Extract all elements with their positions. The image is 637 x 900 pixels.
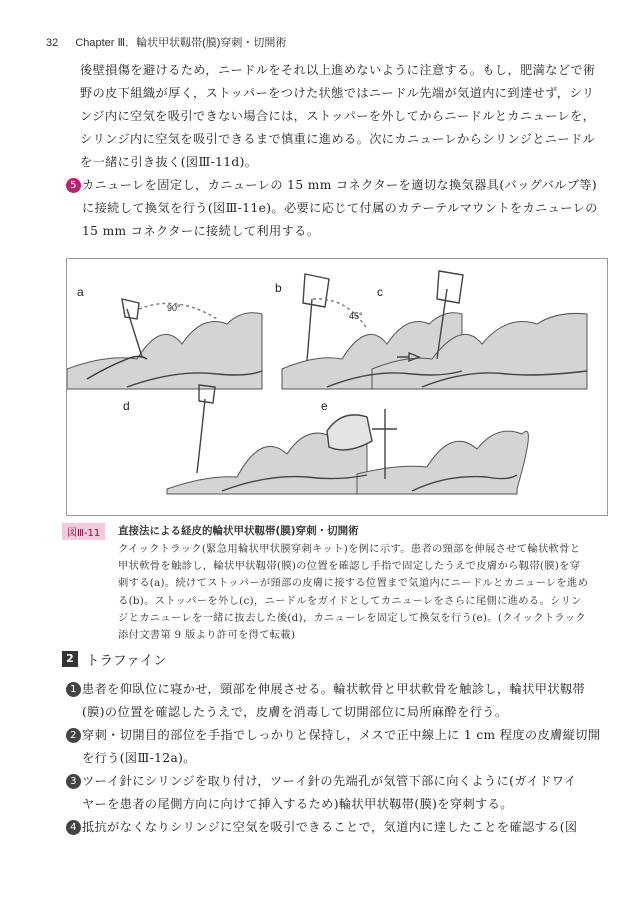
text-line: に接続して換気を行う(図Ⅲ-11e)。必要に応じて付属のカテーテルマウントをカニューレの [82,201,598,215]
section-title: トラファイン [86,653,167,669]
running-header [46,34,286,50]
text-line: ヤーを患者の尾側方向に向けて挿入するため)輪状甲状靱帯(膜)を穿刺する。 [82,797,513,811]
figure-caption [118,541,588,644]
step-marker: 5 [66,178,81,193]
text-line: 15 mm コネクターに接続して利用する。 [82,224,320,238]
figure-box [66,258,608,516]
angle-label-90: 90° [167,303,181,313]
caption-line: 刺する(a)。続けてストッパーが頸部の皮膚に接する位置まで気道内にニードルとカニューレを進め [118,577,589,590]
text-line: ツーイ針にシリンジを取り付け，ツーイ針の先端孔が気管下部に向くように(ガイドワイ [82,774,577,788]
caption-line: 甲状軟骨を触診し，輪状甲状靱帯(膜)の位置を確認し手指で固定したうえで皮膚から靱帯(膜)を穿 [118,560,581,573]
caption-line: クイックトラック(緊急用輪状甲状膜穿刺キット)を例に示す。患者の頸部を伸展させて輪状軟骨と [118,543,581,555]
procedure-illustration [67,259,607,515]
text-line: 抵抗がなくなりシリンジに空気を吸引できることで，気道内に達したことを確認する(図 [82,820,578,834]
figure-title: 直接法による経皮的輪状甲状靱帯(膜)穿刺・切開術 [118,525,359,537]
text-line: を行う(図Ⅲ-12a)。 [82,751,196,765]
angle-label-45: 45° [349,311,363,321]
text-line: を一緒に引き抜く(図Ⅲ-11d)。 [80,155,258,169]
step-5-paragraph [66,174,598,243]
caption-line: る(b)。ストッパーを外し(c)，ニードルをガイドとしてカニューレをさらに尾側に進める。シリン [118,594,582,607]
text-line: 後壁損傷を避けるため，ニードルをそれ以上進めないように注意する。もし，肥満などで術 [80,63,596,77]
panel-label-d: d [123,399,130,413]
step-marker: 1 [66,682,81,697]
step-marker: 4 [66,820,81,835]
step-marker: 2 [66,728,81,743]
text-line: 患者を仰臥位に寝かせ，頸部を伸展させる。輪状軟骨と甲状軟骨を触診し，輪状甲状靱帯 [82,682,586,696]
text-line: 穿刺・切開目的部位を手指でしっかりと保持し，メスで正中線上に 1 cm 程度の皮膚縦切開 [82,728,601,742]
chapter-title: Chapter Ⅲ．輪状甲状靱帯(膜)穿刺・切開術 [75,37,287,49]
text-line: ンジ内に空気を吸引できない場合には，ストッパーを外してからニードルとカニューレを， [80,109,596,123]
caption-line: 添付文書第 9 版より許可を得て転載) [118,629,296,642]
figure-tag: 図Ⅲ-11 [62,523,105,540]
panel-label-c: c [377,285,383,299]
page-number: 32 [46,37,59,49]
section-number: 2 [62,651,78,667]
steps-list [66,678,600,839]
intro-paragraph [80,59,596,174]
step-marker: 3 [66,774,81,789]
text-line: シリンジ内に空気を吸引できるまで慎重に進める。次にカニューレからシリンジとニードル [80,132,596,146]
panel-label-a: a [77,285,84,299]
panel-label-e: e [321,399,328,413]
caption-line: ジとカニューレを一緒に抜去した後(d)，カニューレを固定して換気を行う(e)。(クイックトラック [118,611,587,624]
text-line: カニューレを固定し，カニューレの 15 mm コネクターを適切な換気器具(バッグバルブ等) [82,178,598,192]
section-heading [62,649,167,669]
text-line: 野の皮下組織が厚く，ストッパーをつけた状態ではニードル先端が気道内に到達せず，シリ [80,86,595,100]
text-line: (膜)の位置を確認したうえで，皮膚を消毒して切開部位に局所麻酔を行う。 [82,705,508,719]
panel-label-b: b [275,281,282,295]
